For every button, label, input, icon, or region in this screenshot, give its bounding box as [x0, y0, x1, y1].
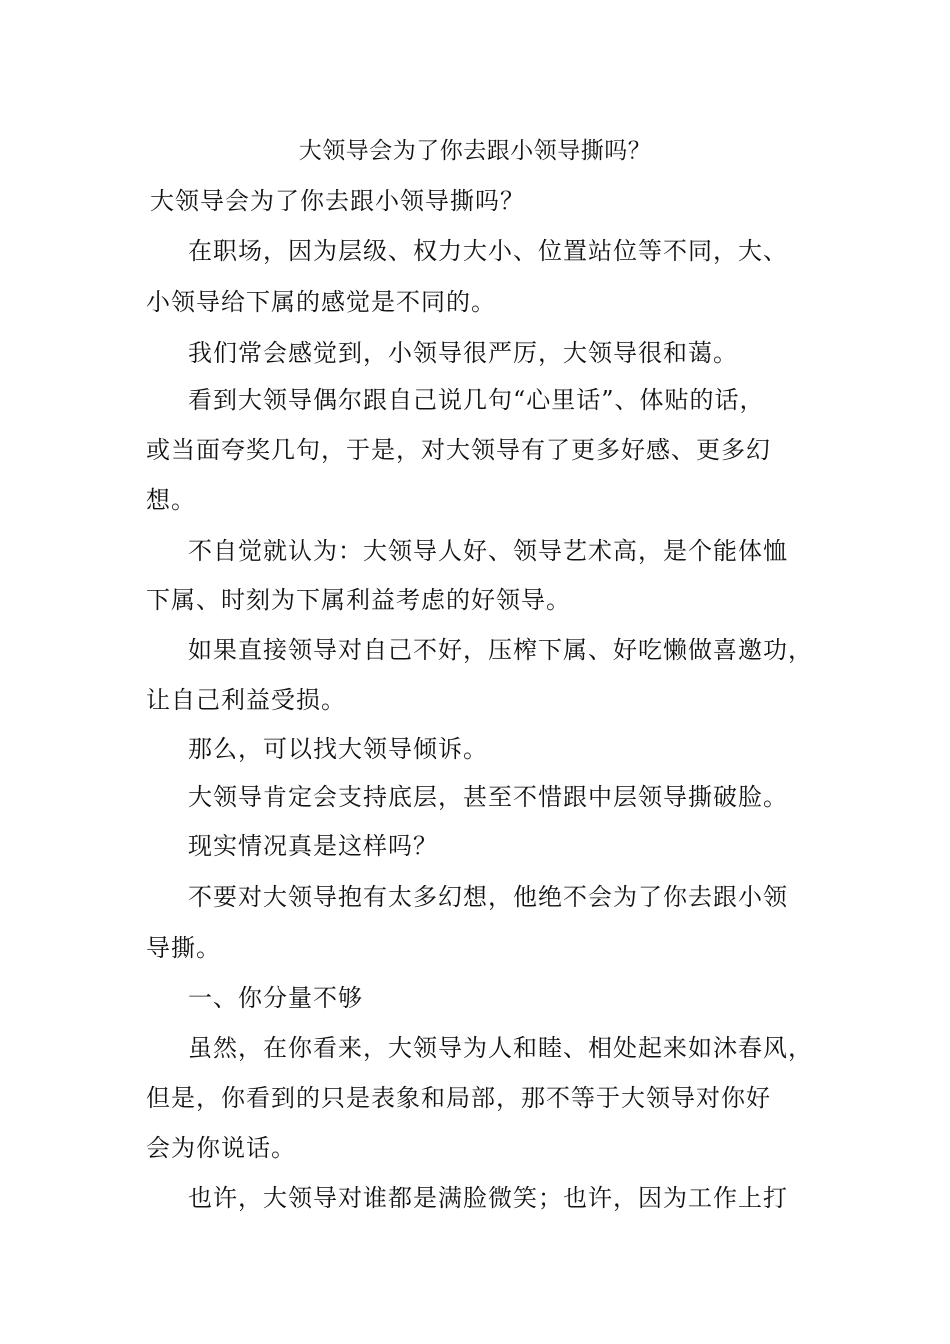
paragraph-line: 虽然，在你看来，大领导为人和睦、相处起来如沐春风，	[188, 1034, 813, 1062]
paragraph-line: 想。	[146, 486, 196, 514]
paragraph-line: 不要对大领导抱有太多幻想，他绝不会为了你去跟小领	[188, 883, 788, 911]
paragraph-line: 我们常会感觉到，小领导很严厉，大领导很和蔼。	[188, 339, 738, 367]
paragraph-line: 小领导给下属的感觉是不同的。	[146, 288, 496, 316]
document-title: 大领导会为了你去跟小领导撕吗？	[298, 138, 652, 164]
paragraph-line: 大领导肯定会支持底层，甚至不惜跟中层领导撕破脸。	[188, 783, 788, 811]
paragraph-line: 也许，大领导对谁都是满脸微笑；也许，因为工作上打	[188, 1184, 788, 1212]
paragraph-line: 现实情况真是这样吗？	[188, 832, 438, 860]
paragraph-line: 但是，你看到的只是表象和局部，那不等于大领导对你好	[146, 1084, 771, 1112]
paragraph-line: 让自己利益受损。	[146, 686, 346, 714]
paragraph-line: 会为你说话。	[146, 1134, 296, 1162]
paragraph-line: 看到大领导偶尔跟自己说几句“心里话”、体贴的话，	[188, 386, 765, 414]
subtitle-line: 大领导会为了你去跟小领导撕吗？	[150, 187, 525, 215]
paragraph-line: 下属、时刻为下属利益考虑的好领导。	[146, 586, 571, 614]
paragraph-line: 或当面夸奖几句，于是，对大领导有了更多好感、更多幻	[146, 436, 771, 464]
paragraph-line: 导撕。	[146, 934, 221, 962]
paragraph-line: 在职场，因为层级、权力大小、位置站位等不同，大、	[188, 237, 788, 265]
paragraph-line: 不自觉就认为：大领导人好、领导艺术高，是个能体恤	[188, 537, 788, 565]
paragraph-line: 那么，可以找大领导倾诉。	[188, 735, 488, 763]
section-heading: 一、你分量不够	[188, 984, 363, 1012]
paragraph-line: 如果直接领导对自己不好，压榨下属、好吃懒做喜邀功，	[188, 636, 813, 664]
